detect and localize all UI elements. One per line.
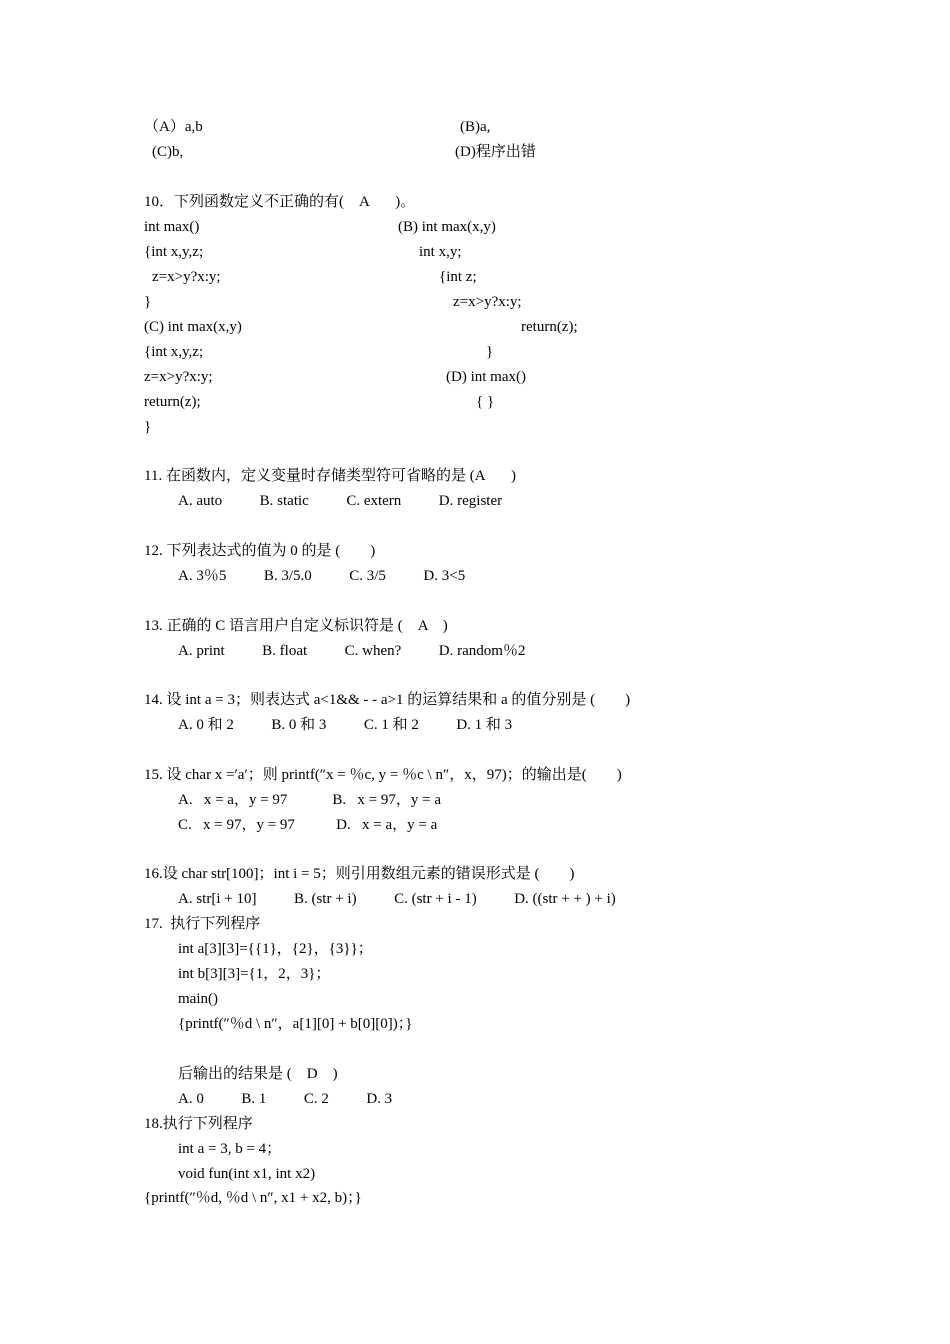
text-line: return(z);	[144, 394, 201, 410]
text-line: 17. 执行下列程序	[144, 916, 261, 932]
text-line: main()	[178, 991, 218, 1007]
text-line: {int x,y,z;	[144, 244, 204, 260]
text-line: A. x = a，y = 97 B. x = 97，y = a	[178, 792, 441, 808]
text-line: A. str[i + 10] B. (str + i) C. (str + i - 1) D. ((str + + ) + i)	[178, 891, 616, 907]
text-line: 14. 设 int a = 3；则表达式 a<1&& - - a>1 的运算结果和 a 的值分别是 ( )	[144, 692, 631, 708]
text-line: {int x,y,z;	[144, 344, 204, 360]
text-line: int a = 3, b = 4；	[178, 1141, 282, 1157]
text-line: int x,y;	[419, 244, 462, 260]
text-line: 12. 下列表达式的值为 0 的是 ( )	[144, 543, 376, 559]
text-line: （A）a,b	[144, 119, 203, 135]
text-line: 11. 在函数内，定义变量时存储类型符可省略的是 (A )	[144, 468, 516, 484]
text-line: z=x>y?x:y;	[144, 369, 213, 385]
text-line: (B)a,	[460, 119, 491, 135]
text-line: int b[3][3]={1，2，3}；	[178, 966, 331, 982]
text-line: return(z);	[521, 319, 578, 335]
text-line: }	[144, 419, 152, 435]
text-line: 16.设 char str[100]；int i = 5；则引用数组元素的错误形式是 ( )	[144, 866, 575, 882]
text-line: 15. 设 char x =′a′；则 printf(″x = ％c, y = ％c \ n″，x，97)；的输出是( )	[144, 767, 622, 783]
text-line: 10．下列函数定义不正确的有( A )。	[144, 194, 416, 210]
text-line: (C) int max(x,y)	[144, 319, 242, 335]
text-line: {int z;	[439, 269, 477, 285]
text-line: }	[144, 294, 152, 310]
text-line: int max()	[144, 219, 200, 235]
text-line: {printf(″％d \ n″，a[1][0] + b[0][0])；}	[178, 1016, 413, 1032]
text-line: A. auto B. static C. extern D. register	[178, 493, 503, 509]
text-line: 13. 正确的 C 语言用户自定义标识符是 ( A )	[144, 618, 448, 634]
text-line: int a[3][3]={{1}，{2}，{3}}；	[178, 941, 373, 957]
text-line: z=x>y?x:y;	[453, 294, 522, 310]
text-line: A. print B. float C. when? D. random％2	[178, 643, 526, 659]
text-line: C. x = 97，y = 97 D. x = a，y = a	[178, 817, 438, 833]
text-line: A. 3％5 B. 3/5.0 C. 3/5 D. 3<5	[178, 568, 466, 584]
text-line: 18.执行下列程序	[144, 1116, 253, 1132]
text-line: }	[486, 344, 494, 360]
text-line: (D) int max()	[446, 369, 526, 385]
text-line: (D)程序出错	[455, 144, 536, 160]
text-line: A. 0 B. 1 C. 2 D. 3	[178, 1091, 393, 1107]
text-line: (B) int max(x,y)	[398, 219, 496, 235]
text-line: {printf(″％d, ％d \ n″, x1 + x2, b)；}	[144, 1190, 362, 1206]
text-line: void fun(int x1, int x2)	[178, 1166, 316, 1182]
text-line: { }	[476, 394, 495, 410]
text-line: z=x>y?x:y;	[152, 269, 221, 285]
text-line: A. 0 和 2 B. 0 和 3 C. 1 和 2 D. 1 和 3	[178, 717, 513, 733]
text-line: 后输出的结果是 ( D )	[178, 1066, 338, 1082]
text-line: (C)b,	[152, 144, 184, 160]
